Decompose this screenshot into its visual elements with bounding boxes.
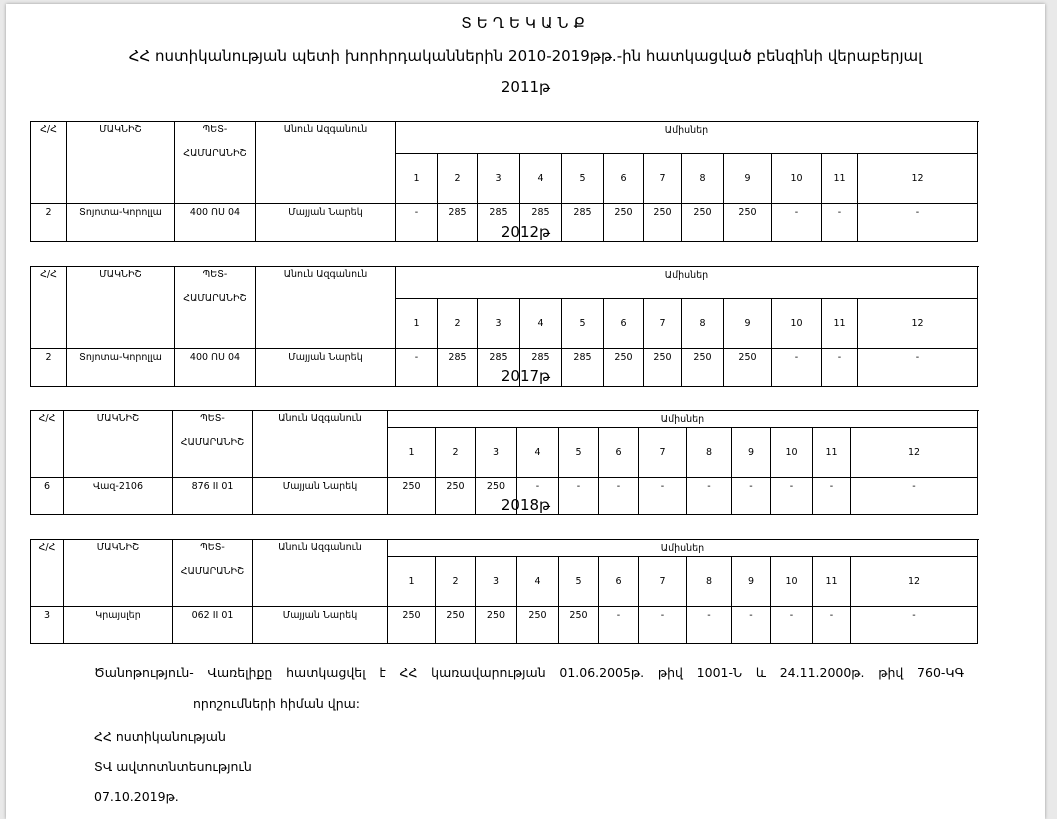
cell-month-5: 285 [562, 204, 604, 242]
header-plate-bottom: ՀԱՄԱՐԱՆԻՇ [180, 437, 245, 448]
header-month-1: 1 [396, 299, 438, 349]
header-plate [173, 411, 253, 478]
header-month-6: 6 [599, 428, 639, 478]
header-month-5: 5 [559, 428, 599, 478]
header-month-4: 4 [517, 428, 559, 478]
header-month-7: 7 [639, 428, 687, 478]
header-month-9: 9 [724, 154, 772, 204]
header-name-label: Անուն Ազգանուն [278, 542, 362, 553]
header-month-9: 9 [732, 557, 771, 607]
header-name-label: Անուն Ազգանուն [283, 124, 368, 135]
header-num [31, 122, 67, 204]
cell-brand: Տոյոտա-Կորոլլա [67, 349, 175, 387]
cell-month-10: - [771, 607, 813, 644]
header-month-2: 2 [436, 428, 476, 478]
cell-month-6: 250 [604, 204, 644, 242]
header-months: Ամիսներ [396, 267, 978, 299]
header-num-label: Հ/Հ [40, 124, 57, 135]
header-name-label: Անուն Ազգանուն [283, 269, 368, 280]
cell-month-12: - [851, 607, 978, 644]
cell-month-2: 250 [436, 478, 476, 515]
header-month-4: 4 [520, 154, 562, 204]
header-plate-bottom: ՀԱՄԱՐԱՆԻՇ [183, 293, 247, 304]
cell-month-4: 285 [520, 204, 562, 242]
header-plate-top: ՊԵՏ- [200, 542, 225, 553]
document-page [6, 4, 1045, 819]
header-name [256, 122, 396, 204]
cell-month-4: 285 [520, 349, 562, 387]
header-plate-bottom: ՀԱՄԱՐԱՆԻՇ [183, 148, 247, 159]
header-brand [64, 411, 173, 478]
cell-month-5: 285 [562, 349, 604, 387]
header-brand-label: ՄԱԿՆԻՇ [96, 413, 140, 424]
cell-month-11: - [822, 204, 858, 242]
header-name [253, 411, 388, 478]
cell-month-4: - [517, 478, 559, 515]
header-month-10: 10 [771, 428, 813, 478]
header-plate [173, 540, 253, 607]
cell-month-12: - [851, 478, 978, 515]
header-plate [175, 122, 256, 204]
cell-num: 2 [31, 204, 67, 242]
cell-month-3: 285 [478, 204, 520, 242]
cell-plate: 062 II 01 [173, 607, 253, 644]
cell-month-7: - [639, 607, 687, 644]
header-month-5: 5 [559, 557, 599, 607]
header-month-10: 10 [772, 299, 822, 349]
cell-month-5: - [559, 478, 599, 515]
cell-month-11: - [822, 349, 858, 387]
cell-month-7: - [639, 478, 687, 515]
header-month-5: 5 [562, 299, 604, 349]
header-month-8: 8 [687, 428, 732, 478]
header-plate-top: ՊԵՏ- [200, 413, 225, 424]
cell-month-12: - [858, 349, 978, 387]
header-name [256, 267, 396, 349]
cell-month-12: - [858, 204, 978, 242]
header-month-8: 8 [682, 299, 724, 349]
cell-name: Մայյան Նարեկ [253, 478, 388, 515]
cell-month-3: 250 [476, 478, 517, 515]
cell-month-2: 285 [438, 204, 478, 242]
cell-month-10: - [771, 478, 813, 515]
header-num-label: Հ/Հ [38, 542, 56, 553]
header-brand-label: ՄԱԿՆԻՇ [96, 542, 140, 553]
header-name [253, 540, 388, 607]
cell-num: 2 [31, 349, 67, 387]
cell-plate: 400 ՈՍ 04 [175, 349, 256, 387]
document-subtitle: ՀՀ ոստիկանության պետի խորհրդականներին 2010-2019թթ.-ին հատկացված բենզինի վերաբերյալ [128, 47, 923, 65]
cell-month-6: 250 [604, 349, 644, 387]
header-month-6: 6 [604, 154, 644, 204]
cell-month-8: - [687, 478, 732, 515]
note-line-2: որոշումների հիման վրա: [193, 696, 361, 711]
cell-month-1: 250 [388, 607, 436, 644]
year-heading: 2017թ [500, 367, 551, 385]
cell-brand: Տոյոտա-Կորոլլա [67, 204, 175, 242]
header-month-9: 9 [724, 299, 772, 349]
cell-num: 3 [31, 607, 64, 644]
cell-month-10: - [772, 349, 822, 387]
cell-brand: Կրայսլեր [64, 607, 173, 644]
cell-name: Մայյան Նարեկ [256, 204, 396, 242]
header-num [31, 540, 64, 607]
header-month-4: 4 [517, 557, 559, 607]
cell-month-8: - [687, 607, 732, 644]
header-num [31, 267, 67, 349]
cell-month-9: - [732, 607, 771, 644]
header-month-3: 3 [478, 154, 520, 204]
cell-month-7: 250 [644, 349, 682, 387]
header-month-3: 3 [478, 299, 520, 349]
cell-month-1: - [396, 349, 438, 387]
cell-month-6: - [599, 478, 639, 515]
header-month-9: 9 [732, 428, 771, 478]
header-month-7: 7 [644, 154, 682, 204]
cell-month-3: 285 [478, 349, 520, 387]
cell-month-7: 250 [644, 204, 682, 242]
cell-plate: 876 II 01 [173, 478, 253, 515]
header-month-2: 2 [438, 299, 478, 349]
year-heading: 2018թ [500, 496, 551, 514]
header-month-6: 6 [604, 299, 644, 349]
header-month-12: 12 [858, 299, 978, 349]
year-heading: 2012թ [500, 223, 551, 241]
cell-month-8: 250 [682, 204, 724, 242]
cell-name: Մայյան Նարեկ [256, 349, 396, 387]
header-month-8: 8 [682, 154, 724, 204]
header-num-label: Հ/Հ [40, 269, 57, 280]
cell-month-8: 250 [682, 349, 724, 387]
header-brand-label: ՄԱԿՆԻՇ [99, 124, 142, 135]
footer-dept: ՏՎ ավտոտնտեսություն [94, 759, 252, 774]
table-row [31, 607, 978, 644]
header-month-11: 11 [813, 557, 851, 607]
header-month-6: 6 [599, 557, 639, 607]
header-month-12: 12 [858, 154, 978, 204]
cell-month-9: 250 [724, 204, 772, 242]
header-month-4: 4 [520, 299, 562, 349]
header-month-11: 11 [822, 154, 858, 204]
cell-brand: Վազ-2106 [64, 478, 173, 515]
cell-name: Մայյան Նարեկ [253, 607, 388, 644]
cell-month-11: - [813, 478, 851, 515]
cell-month-11: - [813, 607, 851, 644]
header-month-8: 8 [687, 557, 732, 607]
cell-month-1: - [396, 204, 438, 242]
header-month-2: 2 [438, 154, 478, 204]
header-plate-top: ՊԵՏ- [202, 124, 228, 135]
footer-date: 07.10.2019թ. [94, 789, 179, 804]
header-month-3: 3 [476, 428, 517, 478]
header-month-12: 12 [851, 557, 978, 607]
header-brand-label: ՄԱԿՆԻՇ [99, 269, 142, 280]
cell-month-10: - [772, 204, 822, 242]
footer-org: ՀՀ ոստիկանության [94, 729, 226, 744]
header-month-2: 2 [436, 557, 476, 607]
header-plate [175, 267, 256, 349]
cell-plate: 400 ՈՍ 04 [175, 204, 256, 242]
header-brand [67, 122, 175, 204]
cell-num: 6 [31, 478, 64, 515]
document-title: ՏԵՂԵԿԱՆՔ [461, 14, 590, 32]
header-brand [67, 267, 175, 349]
header-months: Ամիսներ [396, 122, 978, 154]
header-month-10: 10 [771, 557, 813, 607]
year-heading: 2011թ [500, 78, 551, 96]
cell-month-9: 250 [724, 349, 772, 387]
cell-month-2: 285 [438, 349, 478, 387]
cell-month-5: 250 [559, 607, 599, 644]
header-month-7: 7 [639, 557, 687, 607]
header-month-11: 11 [822, 299, 858, 349]
header-brand [64, 540, 173, 607]
cell-month-1: 250 [388, 478, 436, 515]
header-months: Ամիսներ [388, 540, 978, 557]
cell-month-4: 250 [517, 607, 559, 644]
header-month-7: 7 [644, 299, 682, 349]
fuel-table [30, 539, 978, 644]
header-month-1: 1 [388, 557, 436, 607]
header-months: Ամիսներ [388, 411, 978, 428]
header-month-5: 5 [562, 154, 604, 204]
header-month-1: 1 [388, 428, 436, 478]
header-month-1: 1 [396, 154, 438, 204]
header-month-11: 11 [813, 428, 851, 478]
header-plate-top: ՊԵՏ- [202, 269, 228, 280]
cell-month-3: 250 [476, 607, 517, 644]
header-num [31, 411, 64, 478]
header-month-10: 10 [772, 154, 822, 204]
cell-month-9: - [732, 478, 771, 515]
header-num-label: Հ/Հ [38, 413, 56, 424]
header-plate-bottom: ՀԱՄԱՐԱՆԻՇ [180, 566, 245, 577]
header-month-12: 12 [851, 428, 978, 478]
header-month-3: 3 [476, 557, 517, 607]
cell-month-6: - [599, 607, 639, 644]
note-line-1: Ծանոթություն- Վառելիքը հատկացվել է ՀՀ կառավարության 01.06.2005թ. թիվ 1001-Ն և 24.11.2000թ. թիվ 760-ԿԳ [94, 665, 964, 680]
cell-month-2: 250 [436, 607, 476, 644]
header-name-label: Անուն Ազգանուն [278, 413, 362, 424]
